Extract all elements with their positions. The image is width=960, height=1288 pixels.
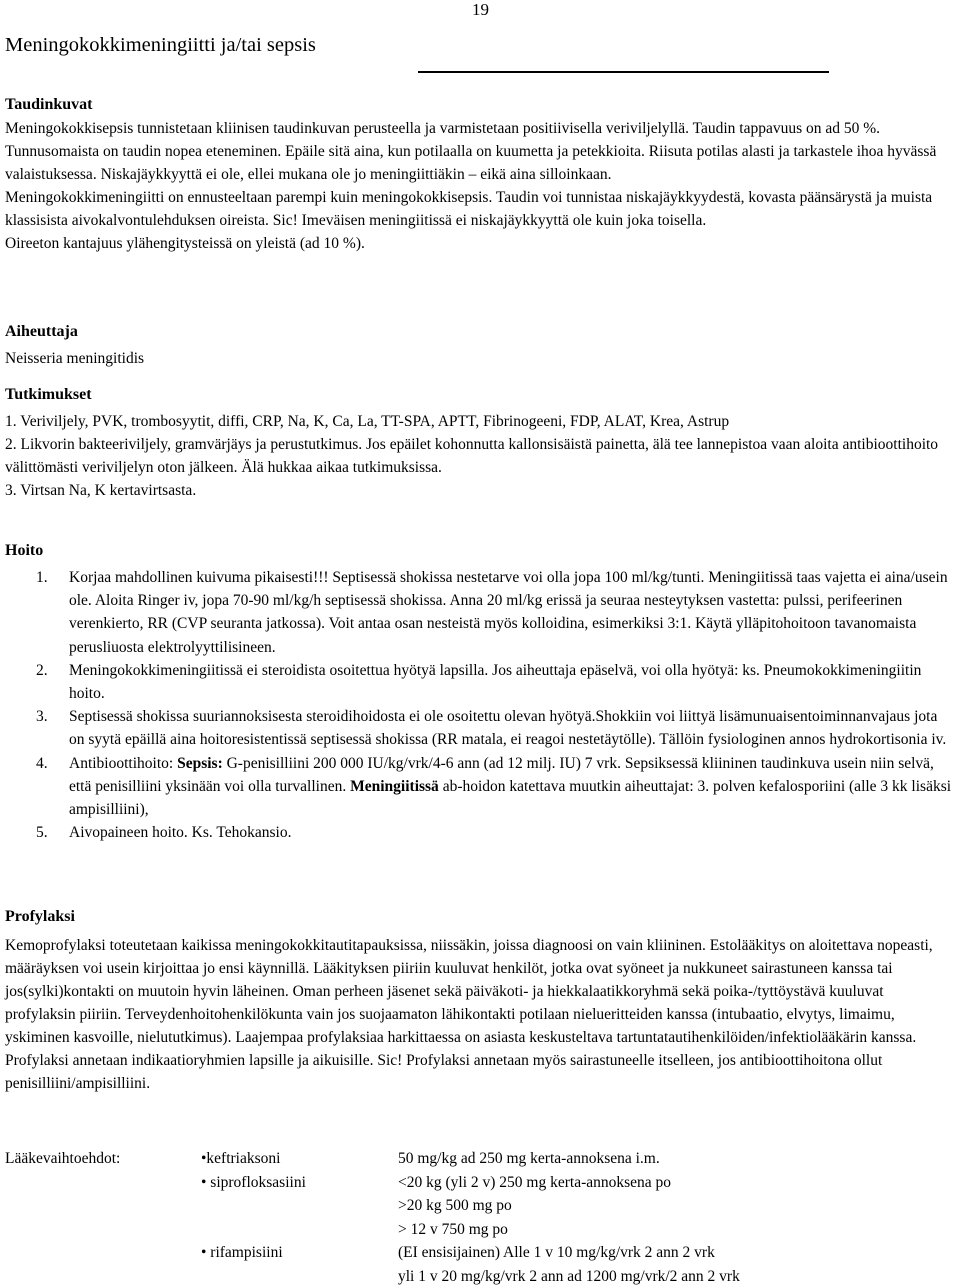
profylaksi-text: Kemoprofylaksi toteutetaan kaikissa meningokokkitautitapauksissa, niissäkin, joissa diagnoosi on vain kliininen. Estolääkitys on aloitettava nopeasti, määräyksen voi usein kirjoittaa jo ensi käynnillä. Lääkityksen piiriin kuuluvat henkilöt, jotka ovat syöneet ja nukkuneet sairastuneen kanssa tai jos(sylki)kontakti on muutoin hyvin läheinen. Oman perheen jäsenet sekä päiväkoti- ja hiekkalaatikkoryhmä sekä poika-/tyttöystävä kuuluvat profylaksin piiriin. Terveydenhoitohenkilökunta vain jos suojaamaton lähikontakti potilaan nielueritteiden kanssa (intubaatio, elvytys, limaimu, yskiminen kasvoille, nielututkimus). Laajempaa profylaksiaa harkittaessa on asiasta keskusteltava tartuntatautihenkilöiden/infektiolääkärin kanssa. Profylaksi annetaan indikaatioryhmien lapsille ja aikuisille. Sic! Profylaksi annetaan myös sairastuneelle itselleen, jos antibioottihoitona ollut penisilliini/ampisilliini.	[5, 934, 957, 1095]
list-text-mid: G-penisilliini 200 000 IU/kg/vrk/4-6 ann (ad 12 milj. IU) 7 vrk. Sepsiksessä kliininen taudinkuva usein niin selvä, että penisilliini yksinään voi olla turvallinen.	[69, 755, 934, 795]
paragraph-taudinkuvat-2: Meningokokkimeningiitti on ennusteeltaan parempi kuin meningokokkisepsis. Taudin voi tunnistaa niskajäykkyydestä, kovasta päänsärystä ja muista klassisista aivokalvontulehduksen oireista. Sic! Imeväisen meningiitissä ei niskajäykkyyttä ole kuin joka toisella.	[5, 186, 957, 232]
tutkimukset-item: 1. Veriviljely, PVK, trombosyytit, diffi, CRP, Na, K, Ca, La, TT-SPA, APTT, Fibrinogeeni, FDP, ALAT, Krea, Astrup	[5, 410, 957, 433]
list-text: Septisessä shokissa suuriannoksisesta steroidihoidosta ei ole osoitettu olevan hyötyä.Shokkiin voi liittyä lisämunuaisentoiminnanvajaus jota on syytä epäillä aina hoitoresistentissä septisessä shokissa (RR matala, ei reagoi nestetäytölle). Tällöin fysiologinen annos hydrokortisonia iv.	[69, 708, 946, 748]
list-number: 2.	[36, 659, 48, 682]
table-row	[5, 1218, 955, 1242]
paragraph-taudinkuvat-3: Oireeton kantajuus ylähengitysteissä on yleistä (ad 10 %).	[5, 232, 957, 255]
table-row	[5, 1241, 955, 1265]
list-text: Korjaa mahdollinen kuivuma pikaisesti!!! Septisessä shokissa nestetarve voi olla jopa 100 ml/kg/tunti. Meningiitissä taas vajetta ei aina/usein ole. Aloita Ringer iv, jopa 70-90 ml/kg/h septisessä shokissa. Anna 20 ml/kg erissä ja seuraa nesteytyksen vastetta: pulssi, perifeerinen verenkierto, RR (CVP seuranta jatkossa). Voit antaa osan nesteistä myös kolloidina, esimerkiksi 3:1. Käytä ylläpitohoitoon tavanomaista perusliuosta elektrolyyttilisineen.	[69, 569, 948, 656]
list-text-bold: Sepsis:	[177, 755, 223, 772]
list-text: Aivopaineen hoito. Ks. Tehokansio.	[69, 824, 292, 841]
list-item	[5, 659, 955, 705]
list-item	[5, 566, 955, 659]
list-text-post: ab-hoidon katettava muutkin aiheuttajat: 3. polven kefalosporiini (alle 3 kk lisäksi ampisilliini),	[69, 778, 951, 818]
tutkimukset-item: 2. Likvorin bakteeriviljely, gramvärjäys ja perustutkimus. Jos epäilet kohonnutta kallonsisäistä painetta, älä tee lannepistoa vaan aloita antibioottihoito välittömästi veriviljelyn oton jälkeen. Älä hukkaa aikaa tutkimuksissa.	[5, 433, 957, 479]
table-row	[5, 1265, 955, 1288]
section-tutkimukset	[5, 384, 957, 502]
list-item	[5, 705, 955, 751]
page-title: Meningokokkimeningiitti ja/tai sepsis	[5, 32, 316, 58]
list-item	[5, 752, 955, 822]
list-item	[5, 821, 955, 844]
drug-dose: >20 kg 500 mg po	[398, 1194, 512, 1218]
drug-dose: > 12 v 750 mg po	[398, 1218, 508, 1242]
aiheuttaja-text: Neisseria meningitidis	[5, 347, 957, 370]
drug-name: • rifampisiini	[201, 1241, 283, 1265]
list-text-bold: Meningiitissä	[350, 778, 439, 795]
section-profylaksi	[5, 906, 957, 1095]
drug-name: • siprofloksasiini	[201, 1171, 306, 1195]
drug-table	[5, 1147, 955, 1288]
table-row	[5, 1171, 955, 1195]
list-number: 3.	[36, 705, 48, 728]
list-text: Meningokokkimeningiitissä ei steroidista osoitettua hyötyä lapsilla. Jos aiheuttaja epäselvä, voi olla hyötyä: ks. Pneumokokkimeningiitin hoito.	[69, 662, 921, 702]
drug-name: •keftriaksoni	[201, 1147, 280, 1171]
title-rule	[418, 71, 829, 73]
heading-profylaksi: Profylaksi	[5, 906, 957, 928]
heading-taudinkuvat: Taudinkuvat	[5, 94, 957, 116]
section-hoito	[5, 540, 957, 562]
table-row	[5, 1194, 955, 1218]
list-number: 1.	[36, 566, 48, 589]
drug-dose: (EI ensisijainen) Alle 1 v 10 mg/kg/vrk 2 ann 2 vrk	[398, 1241, 715, 1265]
section-aiheuttaja	[5, 321, 957, 370]
hoito-list	[5, 566, 955, 844]
heading-tutkimukset: Tutkimukset	[5, 384, 957, 406]
page-number: 19	[472, 0, 489, 20]
list-text-pre: Antibioottihoito:	[69, 755, 177, 772]
tutkimukset-item: 3. Virtsan Na, K kertavirtsasta.	[5, 479, 957, 502]
table-row	[5, 1147, 955, 1171]
drug-options-label: Lääkevaihtoehdot:	[5, 1147, 120, 1171]
heading-hoito: Hoito	[5, 540, 957, 562]
section-taudinkuvat	[5, 94, 957, 255]
list-number: 5.	[36, 821, 48, 844]
paragraph-taudinkuvat-1: Meningokokkisepsis tunnistetaan kliinisen taudinkuvan perusteella ja varmistetaan positiivisella veriviljelyllä. Taudin tappavuus on ad 50 %. Tunnusomaista on taudin nopea eteneminen. Epäile sitä aina, kun potilaalla on kuumetta ja petekkioita. Riisuta potilas alasti ja tarkastele ihoa hyvässä valaistuksessa. Niskajäykkyyttä ei ole, ellei mukana ole jo meningiittiäkin – eikä aina silloinkaan.	[5, 117, 957, 186]
drug-dose: yli 1 v 20 mg/kg/vrk 2 ann ad 1200 mg/vrk/2 ann 2 vrk	[398, 1265, 740, 1288]
drug-dose: 50 mg/kg ad 250 mg kerta-annoksena i.m.	[398, 1147, 660, 1171]
heading-aiheuttaja: Aiheuttaja	[5, 321, 957, 343]
drug-dose: <20 kg (yli 2 v) 250 mg kerta-annoksena po	[398, 1171, 671, 1195]
list-number: 4.	[36, 752, 48, 775]
